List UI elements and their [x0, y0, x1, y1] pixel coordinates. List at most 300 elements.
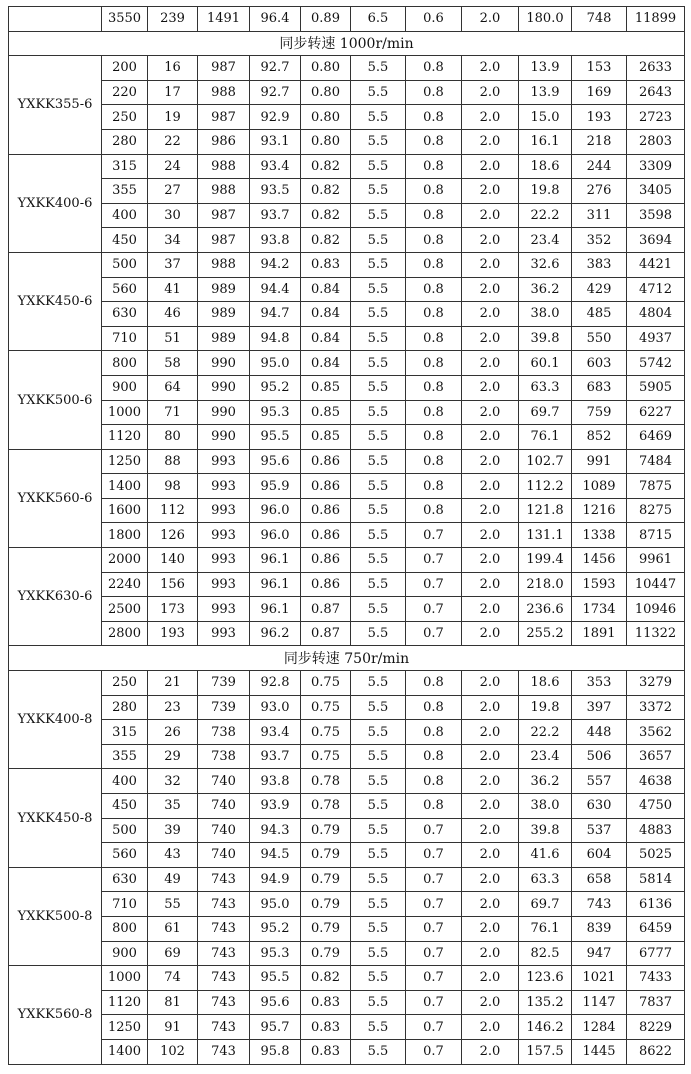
value-cell: 218	[572, 129, 627, 154]
value-cell: 900	[102, 375, 148, 400]
value-cell: 2.0	[462, 941, 519, 966]
value-cell: 1400	[102, 474, 148, 499]
value-cell: 22.2	[519, 720, 572, 745]
value-cell: 2.0	[462, 695, 519, 720]
value-cell: 92.7	[250, 80, 301, 105]
value-cell: 0.8	[406, 744, 462, 769]
value-cell: 146.2	[519, 1015, 572, 1040]
value-cell: 0.86	[301, 498, 351, 523]
value-cell: 1000	[102, 966, 148, 991]
value-cell: 1250	[102, 1015, 148, 1040]
value-cell: 990	[198, 400, 250, 425]
value-cell: 355	[102, 179, 148, 204]
value-cell: 2.0	[462, 80, 519, 105]
value-cell: 739	[198, 695, 250, 720]
model-cell: YXKK500-6	[9, 351, 102, 449]
table-row	[9, 228, 685, 253]
value-cell: 7484	[627, 449, 685, 474]
value-cell: 5.5	[351, 375, 406, 400]
value-cell: 2.0	[462, 720, 519, 745]
value-cell: 0.79	[301, 867, 351, 892]
value-cell: 5.5	[351, 695, 406, 720]
table-row	[9, 425, 685, 450]
value-cell: 39	[148, 818, 198, 843]
value-cell: 0.82	[301, 228, 351, 253]
value-cell: 0.7	[406, 523, 462, 548]
value-cell: 94.8	[250, 326, 301, 351]
value-cell: 0.79	[301, 916, 351, 941]
value-cell: 18.6	[519, 154, 572, 179]
value-cell: 2.0	[462, 744, 519, 769]
value-cell: 93.7	[250, 744, 301, 769]
value-cell: 987	[198, 105, 250, 130]
value-cell: 4421	[627, 252, 685, 277]
value-cell: 1338	[572, 523, 627, 548]
value-cell: 2.0	[462, 154, 519, 179]
value-cell: 95.3	[250, 400, 301, 425]
value-cell: 852	[572, 425, 627, 450]
value-cell: 4638	[627, 769, 685, 794]
value-cell: 7875	[627, 474, 685, 499]
value-cell: 0.8	[406, 179, 462, 204]
value-cell: 5.5	[351, 941, 406, 966]
value-cell: 35	[148, 794, 198, 819]
value-cell: 5.5	[351, 425, 406, 450]
value-cell: 5.5	[351, 794, 406, 819]
value-cell: 0.8	[406, 449, 462, 474]
value-cell: 95.0	[250, 351, 301, 376]
table-row	[9, 252, 685, 277]
value-cell: 4750	[627, 794, 685, 819]
value-cell: 36.2	[519, 769, 572, 794]
model-cell: YXKK355-6	[9, 56, 102, 154]
value-cell: 5.5	[351, 671, 406, 696]
table-row	[9, 1015, 685, 1040]
value-cell: 2.0	[462, 621, 519, 646]
value-cell: 250	[102, 105, 148, 130]
value-cell: 743	[198, 941, 250, 966]
value-cell: 0.8	[406, 105, 462, 130]
value-cell: 95.3	[250, 941, 301, 966]
value-cell: 0.86	[301, 572, 351, 597]
value-cell: 76.1	[519, 425, 572, 450]
value-cell: 76.1	[519, 916, 572, 941]
value-cell: 2.0	[462, 129, 519, 154]
value-cell: 91	[148, 1015, 198, 1040]
value-cell: 1021	[572, 966, 627, 991]
value-cell: 96.2	[250, 621, 301, 646]
value-cell: 0.78	[301, 769, 351, 794]
value-cell: 988	[198, 154, 250, 179]
value-cell: 738	[198, 744, 250, 769]
value-cell: 2240	[102, 572, 148, 597]
value-cell: 5.5	[351, 129, 406, 154]
value-cell: 0.8	[406, 326, 462, 351]
value-cell: 0.80	[301, 56, 351, 81]
value-cell: 27	[148, 179, 198, 204]
value-cell: 43	[148, 843, 198, 868]
value-cell: 94.3	[250, 818, 301, 843]
value-cell: 0.8	[406, 154, 462, 179]
value-cell: 0.8	[406, 129, 462, 154]
value-cell: 993	[198, 449, 250, 474]
value-cell: 900	[102, 941, 148, 966]
value-cell: 37	[148, 252, 198, 277]
value-cell: 740	[198, 769, 250, 794]
value-cell: 947	[572, 941, 627, 966]
value-cell: 0.79	[301, 843, 351, 868]
motor-spec-table	[8, 6, 685, 1065]
value-cell: 990	[198, 425, 250, 450]
value-cell: 743	[198, 867, 250, 892]
model-cell: YXKK400-8	[9, 671, 102, 769]
value-cell: 1147	[572, 990, 627, 1015]
value-cell: 986	[198, 129, 250, 154]
value-cell: 10946	[627, 597, 685, 622]
table-row	[9, 1039, 685, 1064]
value-cell: 0.7	[406, 621, 462, 646]
value-cell: 93.1	[250, 129, 301, 154]
value-cell: 0.8	[406, 671, 462, 696]
value-cell: 112	[148, 498, 198, 523]
value-cell: 429	[572, 277, 627, 302]
value-cell: 5.5	[351, 252, 406, 277]
value-cell: 5.5	[351, 326, 406, 351]
value-cell: 2.0	[462, 671, 519, 696]
value-cell: 630	[102, 302, 148, 327]
value-cell: 2723	[627, 105, 685, 130]
value-cell: 397	[572, 695, 627, 720]
value-cell: 0.83	[301, 990, 351, 1015]
value-cell: 93.8	[250, 228, 301, 253]
value-cell: 6469	[627, 425, 685, 450]
value-cell: 121.8	[519, 498, 572, 523]
value-cell: 199.4	[519, 548, 572, 573]
value-cell: 3405	[627, 179, 685, 204]
value-cell: 36.2	[519, 277, 572, 302]
value-cell: 2803	[627, 129, 685, 154]
value-cell: 988	[198, 179, 250, 204]
value-cell: 6459	[627, 916, 685, 941]
value-cell: 80	[148, 425, 198, 450]
value-cell: 32.6	[519, 252, 572, 277]
model-cell: YXKK560-8	[9, 966, 102, 1064]
value-cell: 2.0	[462, 179, 519, 204]
value-cell: 153	[572, 56, 627, 81]
value-cell: 5.5	[351, 56, 406, 81]
value-cell: 96.1	[250, 572, 301, 597]
value-cell: 383	[572, 252, 627, 277]
table-row	[9, 744, 685, 769]
value-cell: 0.7	[406, 843, 462, 868]
value-cell: 1120	[102, 425, 148, 450]
value-cell: 16.1	[519, 129, 572, 154]
value-cell: 126	[148, 523, 198, 548]
value-cell: 8622	[627, 1039, 685, 1064]
value-cell: 41.6	[519, 843, 572, 868]
value-cell: 0.7	[406, 916, 462, 941]
table-row	[9, 671, 685, 696]
value-cell: 2.0	[462, 548, 519, 573]
value-cell: 0.8	[406, 203, 462, 228]
table-row	[9, 302, 685, 327]
section-header-row	[9, 31, 685, 56]
value-cell: 3598	[627, 203, 685, 228]
value-cell: 19	[148, 105, 198, 130]
value-cell: 2.0	[462, 277, 519, 302]
value-cell: 2500	[102, 597, 148, 622]
table-row	[9, 941, 685, 966]
value-cell: 2633	[627, 56, 685, 81]
value-cell: 683	[572, 375, 627, 400]
value-cell: 200	[102, 56, 148, 81]
value-cell: 39.8	[519, 326, 572, 351]
value-cell: 2.0	[462, 867, 519, 892]
value-cell: 1000	[102, 400, 148, 425]
value-cell: 0.8	[406, 252, 462, 277]
value-cell: 2.0	[462, 56, 519, 81]
value-cell: 95.5	[250, 966, 301, 991]
value-cell: 315	[102, 154, 148, 179]
value-cell: 2.0	[462, 818, 519, 843]
value-cell: 112.2	[519, 474, 572, 499]
value-cell: 5.5	[351, 966, 406, 991]
model-cell: YXKK450-6	[9, 252, 102, 350]
value-cell: 93.4	[250, 154, 301, 179]
value-cell: 2.0	[462, 1039, 519, 1064]
value-cell: 2.0	[462, 966, 519, 991]
value-cell: 500	[102, 818, 148, 843]
value-cell: 23.4	[519, 744, 572, 769]
value-cell: 280	[102, 129, 148, 154]
value-cell: 95.2	[250, 375, 301, 400]
value-cell: 658	[572, 867, 627, 892]
value-cell: 94.7	[250, 302, 301, 327]
value-cell: 7837	[627, 990, 685, 1015]
value-cell: 710	[102, 892, 148, 917]
value-cell: 93.8	[250, 769, 301, 794]
value-cell: 743	[572, 892, 627, 917]
value-cell: 5742	[627, 351, 685, 376]
value-cell: 5.5	[351, 474, 406, 499]
value-cell: 993	[198, 498, 250, 523]
value-cell: 2.0	[462, 769, 519, 794]
value-cell: 0.7	[406, 966, 462, 991]
table-row	[9, 769, 685, 794]
value-cell: 6.5	[351, 7, 406, 32]
value-cell: 93.7	[250, 203, 301, 228]
value-cell: 23.4	[519, 228, 572, 253]
value-cell: 0.8	[406, 425, 462, 450]
value-cell: 5.5	[351, 154, 406, 179]
value-cell: 5.5	[351, 916, 406, 941]
value-cell: 738	[198, 720, 250, 745]
table-row	[9, 572, 685, 597]
table-row	[9, 203, 685, 228]
value-cell: 102	[148, 1039, 198, 1064]
value-cell: 743	[198, 1015, 250, 1040]
value-cell: 96.4	[250, 7, 301, 32]
value-cell: 2.0	[462, 892, 519, 917]
value-cell: 1800	[102, 523, 148, 548]
value-cell: 2800	[102, 621, 148, 646]
value-cell: 5.5	[351, 1015, 406, 1040]
value-cell: 71	[148, 400, 198, 425]
value-cell: 69	[148, 941, 198, 966]
value-cell: 5.5	[351, 720, 406, 745]
value-cell: 0.80	[301, 80, 351, 105]
value-cell: 61	[148, 916, 198, 941]
value-cell: 1891	[572, 621, 627, 646]
value-cell: 60.1	[519, 351, 572, 376]
value-cell: 22.2	[519, 203, 572, 228]
value-cell: 3372	[627, 695, 685, 720]
value-cell: 759	[572, 400, 627, 425]
value-cell: 96.1	[250, 548, 301, 573]
value-cell: 2.0	[462, 1015, 519, 1040]
value-cell: 0.79	[301, 941, 351, 966]
value-cell: 0.83	[301, 1015, 351, 1040]
value-cell: 24	[148, 154, 198, 179]
value-cell: 5.5	[351, 105, 406, 130]
value-cell: 41	[148, 277, 198, 302]
value-cell: 352	[572, 228, 627, 253]
value-cell: 3279	[627, 671, 685, 696]
value-cell: 38.0	[519, 302, 572, 327]
value-cell: 0.7	[406, 572, 462, 597]
value-cell: 485	[572, 302, 627, 327]
value-cell: 0.84	[301, 326, 351, 351]
value-cell: 30	[148, 203, 198, 228]
value-cell: 5.5	[351, 744, 406, 769]
value-cell: 3694	[627, 228, 685, 253]
value-cell: 5.5	[351, 892, 406, 917]
value-cell: 604	[572, 843, 627, 868]
value-cell: 5.5	[351, 621, 406, 646]
table-body	[9, 7, 685, 1065]
value-cell: 93.0	[250, 695, 301, 720]
value-cell: 92.9	[250, 105, 301, 130]
value-cell: 2.0	[462, 7, 519, 32]
value-cell: 9961	[627, 548, 685, 573]
value-cell: 131.1	[519, 523, 572, 548]
value-cell: 743	[198, 916, 250, 941]
value-cell: 10447	[627, 572, 685, 597]
value-cell: 993	[198, 621, 250, 646]
table-row	[9, 56, 685, 81]
value-cell: 220	[102, 80, 148, 105]
value-cell: 46	[148, 302, 198, 327]
value-cell: 7433	[627, 966, 685, 991]
value-cell: 0.85	[301, 375, 351, 400]
value-cell: 5.5	[351, 277, 406, 302]
value-cell: 1120	[102, 990, 148, 1015]
value-cell: 0.79	[301, 892, 351, 917]
value-cell: 5814	[627, 867, 685, 892]
value-cell: 82.5	[519, 941, 572, 966]
table-row	[9, 621, 685, 646]
model-cell: YXKK400-6	[9, 154, 102, 252]
value-cell: 5.5	[351, 843, 406, 868]
value-cell: 93.9	[250, 794, 301, 819]
value-cell: 193	[148, 621, 198, 646]
table-row	[9, 7, 685, 32]
table-row	[9, 277, 685, 302]
table-row	[9, 892, 685, 917]
value-cell: 560	[102, 277, 148, 302]
value-cell: 193	[572, 105, 627, 130]
value-cell: 2643	[627, 80, 685, 105]
value-cell: 2.0	[462, 400, 519, 425]
value-cell: 51	[148, 326, 198, 351]
value-cell: 1600	[102, 498, 148, 523]
table-row	[9, 400, 685, 425]
value-cell: 0.7	[406, 990, 462, 1015]
value-cell: 989	[198, 277, 250, 302]
value-cell: 96.0	[250, 498, 301, 523]
table-row	[9, 843, 685, 868]
value-cell: 5.5	[351, 1039, 406, 1064]
value-cell: 8275	[627, 498, 685, 523]
value-cell: 157.5	[519, 1039, 572, 1064]
value-cell: 17	[148, 80, 198, 105]
value-cell: 0.82	[301, 179, 351, 204]
value-cell: 94.2	[250, 252, 301, 277]
value-cell: 0.85	[301, 400, 351, 425]
value-cell: 0.8	[406, 56, 462, 81]
value-cell: 173	[148, 597, 198, 622]
value-cell: 993	[198, 572, 250, 597]
value-cell: 26	[148, 720, 198, 745]
value-cell: 22	[148, 129, 198, 154]
value-cell: 0.82	[301, 966, 351, 991]
value-cell: 2.0	[462, 474, 519, 499]
value-cell: 450	[102, 794, 148, 819]
value-cell: 63.3	[519, 375, 572, 400]
value-cell: 1089	[572, 474, 627, 499]
value-cell: 88	[148, 449, 198, 474]
value-cell: 5.5	[351, 572, 406, 597]
value-cell: 5.5	[351, 769, 406, 794]
value-cell: 5.5	[351, 818, 406, 843]
value-cell: 0.8	[406, 695, 462, 720]
value-cell: 11899	[627, 7, 685, 32]
value-cell: 2.0	[462, 351, 519, 376]
value-cell: 0.83	[301, 252, 351, 277]
value-cell: 1593	[572, 572, 627, 597]
value-cell: 95.5	[250, 425, 301, 450]
value-cell: 500	[102, 252, 148, 277]
value-cell: 0.84	[301, 277, 351, 302]
value-cell: 0.87	[301, 621, 351, 646]
value-cell: 0.7	[406, 1015, 462, 1040]
table-row	[9, 474, 685, 499]
value-cell: 276	[572, 179, 627, 204]
model-cell: YXKK560-6	[9, 449, 102, 547]
value-cell: 0.89	[301, 7, 351, 32]
value-cell: 1456	[572, 548, 627, 573]
value-cell: 748	[572, 7, 627, 32]
value-cell: 311	[572, 203, 627, 228]
value-cell: 2.0	[462, 105, 519, 130]
table-row	[9, 375, 685, 400]
value-cell: 0.82	[301, 203, 351, 228]
value-cell: 15.0	[519, 105, 572, 130]
value-cell: 5.5	[351, 867, 406, 892]
value-cell: 123.6	[519, 966, 572, 991]
value-cell: 58	[148, 351, 198, 376]
value-cell: 0.75	[301, 671, 351, 696]
